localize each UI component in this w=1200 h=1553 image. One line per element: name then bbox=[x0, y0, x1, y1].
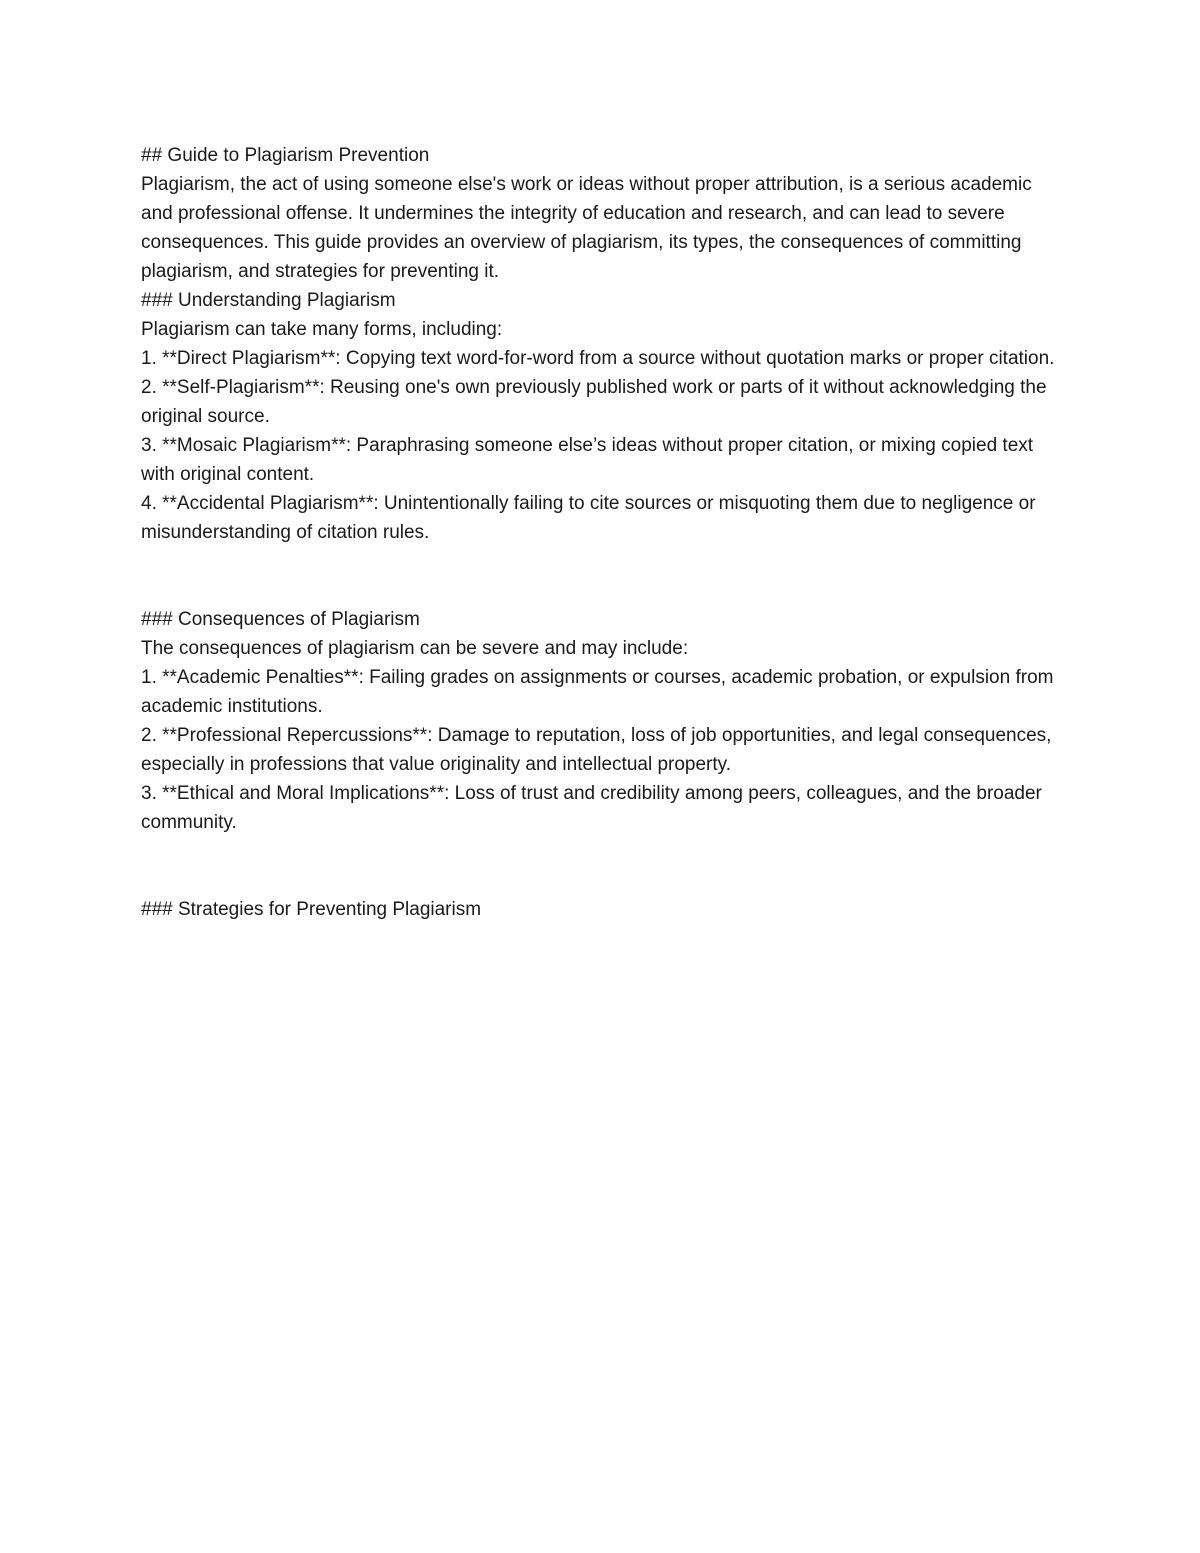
section-heading-consequences: ### Consequences of Plagiarism bbox=[141, 609, 420, 630]
document-body bbox=[141, 141, 1061, 924]
list-item: 4. **Accidental Plagiarism**: Unintentionally failing to cite sources or misquoting them due to negligence or misunderstanding of citation rules. bbox=[141, 493, 1036, 543]
list-item: 3. **Mosaic Plagiarism**: Paraphrasing someone else’s ideas without proper citation, or mixing copied text with original content. bbox=[141, 435, 1034, 485]
section-heading-strategies: ### Strategies for Preventing Plagiarism bbox=[141, 899, 482, 920]
section-lead-consequences: The consequences of plagiarism can be severe and may include: bbox=[141, 638, 689, 659]
list-item: 2. **Professional Repercussions**: Damage to reputation, loss of job opportunities, and legal consequences, especially in professions that value originality and intellectual property. bbox=[141, 725, 1052, 775]
list-item: 1. **Direct Plagiarism**: Copying text word-for-word from a source without quotation marks or proper citation. bbox=[141, 348, 1055, 369]
list-item: 2. **Self-Plagiarism**: Reusing one's own previously published work or parts of it without acknowledging the original source. bbox=[141, 377, 1047, 427]
section-heading-understanding: ### Understanding Plagiarism bbox=[141, 290, 396, 311]
document-title: ## Guide to Plagiarism Prevention bbox=[141, 145, 430, 166]
list-item: 3. **Ethical and Moral Implications**: Loss of trust and credibility among peers, colleagues, and the broader community. bbox=[141, 783, 1042, 833]
list-item: 1. **Academic Penalties**: Failing grades on assignments or courses, academic probation, or expulsion from academic institutions. bbox=[141, 667, 1054, 717]
section-lead-understanding: Plagiarism can take many forms, including: bbox=[141, 319, 503, 340]
intro-paragraph: Plagiarism, the act of using someone else's work or ideas without proper attribution, is a serious academic and professional offense. It undermines the integrity of education and research, and can lead to severe consequences. This guide provides an overview of plagiarism, its types, the consequences of committing plagiarism, and strategies for preventing it. bbox=[141, 174, 1032, 282]
